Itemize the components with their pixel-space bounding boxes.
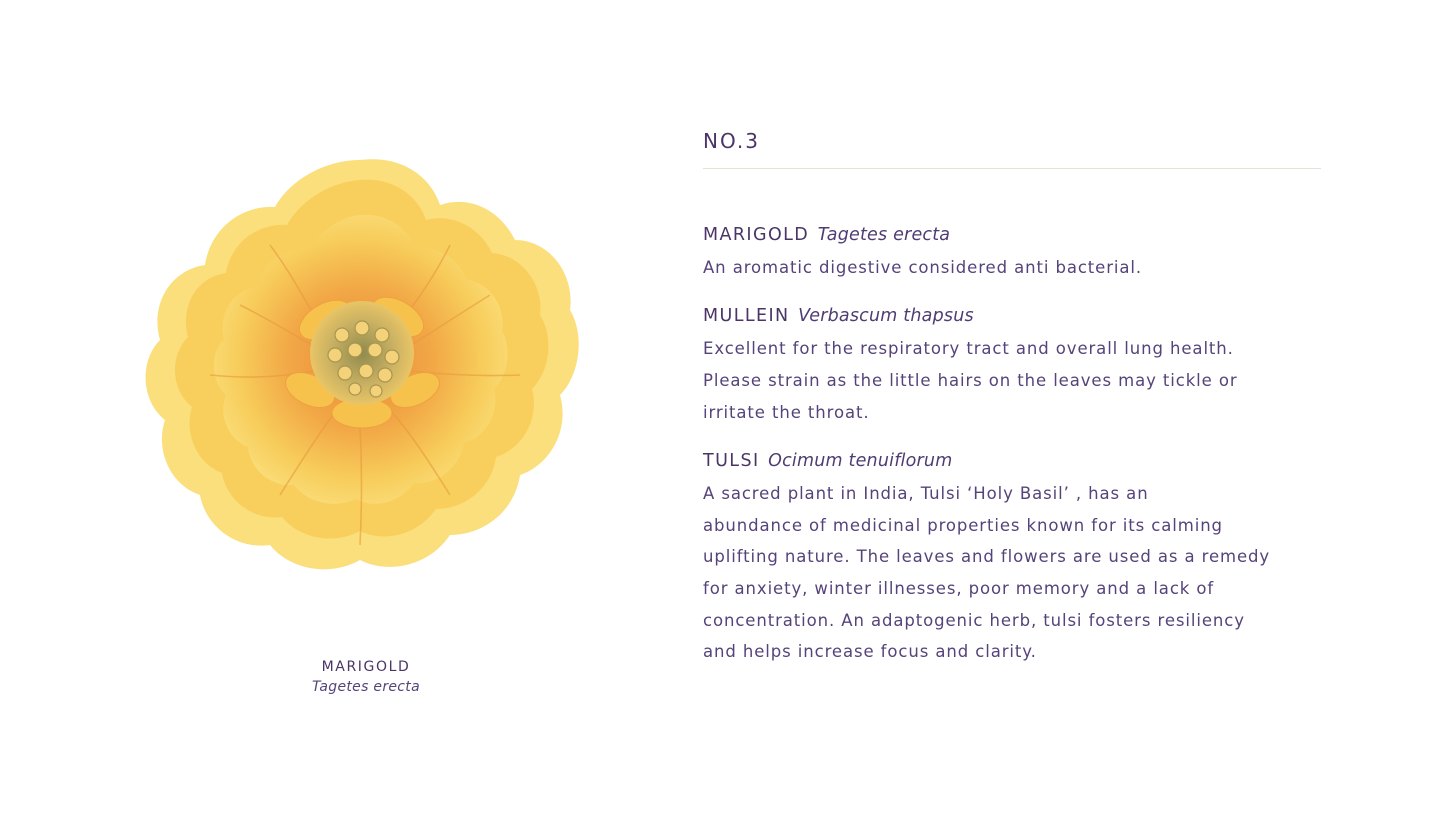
herb-entry-tulsi bbox=[703, 446, 1313, 668]
herb-name: MARIGOLD bbox=[703, 225, 810, 245]
herb-latin-name: Tagetes erecta bbox=[817, 225, 951, 245]
marigold-flower-icon bbox=[130, 145, 590, 585]
herb-heading bbox=[703, 446, 1313, 478]
herb-name: MULLEIN bbox=[703, 306, 790, 327]
herb-heading bbox=[703, 301, 1313, 333]
herb-description: A sacred plant in India, Tulsi ‘Holy Basil’ , has an abundance of medicinal properties known for its calming uplifting nature. The leaves and flowers are used as a remedy for anxiety, winter illnesses, poor memory and a lack of concentration. An adaptogenic herb, tulsi fosters resiliency and helps increase focus and clarity. bbox=[703, 483, 1271, 662]
herb-latin-name: Verbascum thapsus bbox=[798, 306, 974, 327]
herb-description: Excellent for the respiratory tract and overall lung health. Please strain as the little hairs on the leaves may tickle or irritate the throat. bbox=[703, 339, 1238, 422]
divider bbox=[703, 168, 1321, 169]
herb-description: An aromatic digestive considered anti bacterial. bbox=[703, 257, 1143, 277]
herb-list bbox=[703, 220, 1313, 686]
illustration-caption bbox=[246, 657, 486, 697]
caption-common-name: MARIGOLD bbox=[321, 659, 411, 675]
herb-latin-name: Ocimum tenuiflorum bbox=[768, 451, 953, 472]
page-number: NO.3 bbox=[703, 129, 760, 153]
marigold-illustration bbox=[130, 145, 590, 585]
caption-latin-name: Tagetes erecta bbox=[312, 679, 420, 695]
herb-heading bbox=[703, 220, 1313, 252]
herb-entry-marigold bbox=[703, 220, 1313, 283]
herb-name: TULSI bbox=[703, 451, 760, 472]
herb-entry-mullein bbox=[703, 301, 1313, 428]
